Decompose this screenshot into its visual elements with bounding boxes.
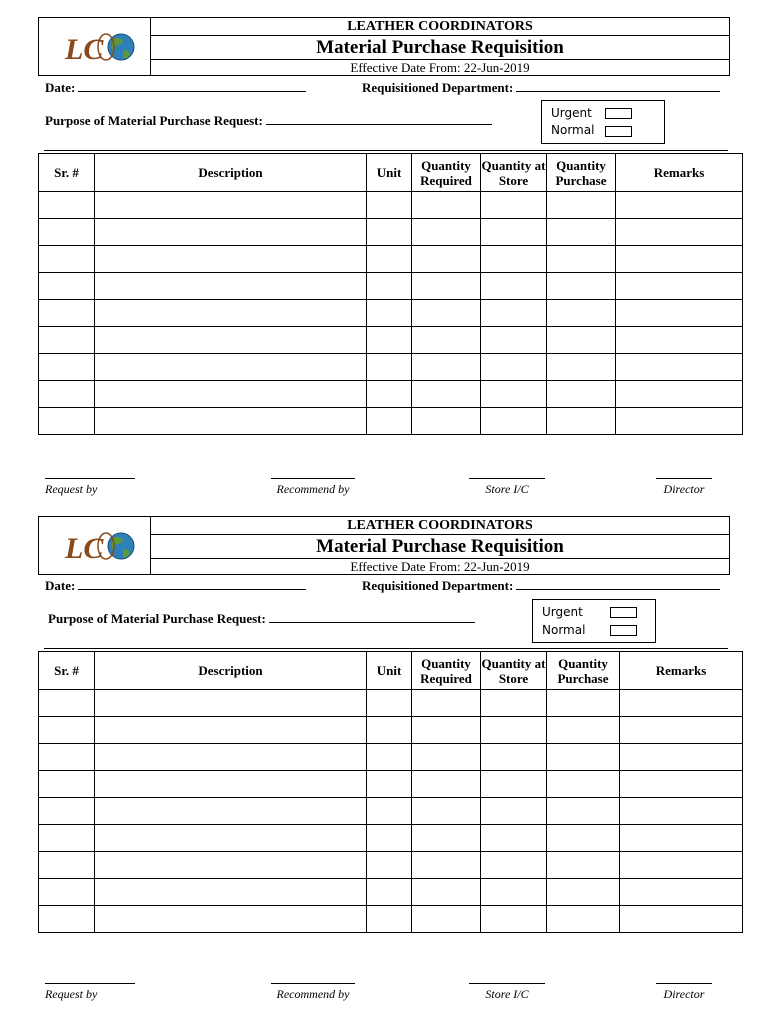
table-cell[interactable] [367, 381, 412, 408]
table-cell[interactable] [620, 906, 743, 933]
table-row [39, 798, 743, 825]
signature-label: Recommend by [276, 482, 350, 496]
table-cell[interactable] [616, 219, 743, 246]
col-description: Description [95, 154, 367, 192]
purpose-field[interactable] [45, 113, 492, 129]
table-cell[interactable] [39, 300, 95, 327]
table-cell[interactable] [367, 273, 412, 300]
table-cell[interactable] [620, 717, 743, 744]
col-unit: Unit [367, 154, 412, 192]
table-header-row [39, 154, 743, 192]
table-cell[interactable] [481, 717, 547, 744]
table-body [39, 192, 743, 435]
table-row [39, 327, 743, 354]
table-cell[interactable] [620, 744, 743, 771]
table-cell[interactable] [481, 852, 547, 879]
table-cell[interactable] [367, 354, 412, 381]
table-row [39, 906, 743, 933]
col-qty-required: Quantity Required [412, 154, 481, 192]
table-cell[interactable] [95, 852, 367, 879]
table-cell[interactable] [367, 717, 412, 744]
table-cell[interactable] [620, 690, 743, 717]
table-cell[interactable] [547, 300, 616, 327]
table-cell[interactable] [412, 744, 481, 771]
table-cell[interactable] [412, 381, 481, 408]
table-cell[interactable] [481, 219, 547, 246]
table-cell[interactable] [547, 246, 616, 273]
table-cell[interactable] [39, 246, 95, 273]
col-qty-purchase: Quantity Purchase [547, 154, 616, 192]
table-cell[interactable] [616, 408, 743, 435]
table-cell[interactable] [547, 717, 620, 744]
table-cell[interactable] [39, 273, 95, 300]
table-cell[interactable] [481, 300, 547, 327]
date-label: Date: [45, 80, 76, 95]
table-cell[interactable] [367, 246, 412, 273]
table-cell[interactable] [616, 381, 743, 408]
table-cell[interactable] [616, 273, 743, 300]
table-cell[interactable] [616, 192, 743, 219]
table-cell[interactable] [367, 327, 412, 354]
table-row [39, 852, 743, 879]
effective-date: Effective Date From: 22-Jun-2019 [350, 559, 530, 574]
table-cell[interactable] [620, 879, 743, 906]
table-cell[interactable] [412, 798, 481, 825]
signature-line[interactable] [469, 983, 545, 984]
table-row [39, 408, 743, 435]
urgent-checkbox[interactable] [605, 108, 632, 119]
signature-label: Director [663, 482, 705, 496]
table-row [39, 717, 743, 744]
table-body [39, 690, 743, 933]
priority-box [541, 100, 665, 144]
table-cell[interactable] [367, 852, 412, 879]
signature-director [656, 478, 712, 497]
table-row [39, 219, 743, 246]
normal-checkbox[interactable] [605, 126, 632, 137]
logo-letters: LC [65, 532, 104, 565]
table-cell[interactable] [481, 192, 547, 219]
requisition-form-2 [0, 499, 768, 999]
table-cell[interactable] [481, 798, 547, 825]
table-cell[interactable] [367, 771, 412, 798]
department-underline[interactable] [516, 81, 720, 92]
table-cell[interactable] [39, 381, 95, 408]
purpose-underline[interactable] [266, 114, 492, 125]
table-header-row [39, 652, 743, 690]
table-cell[interactable] [481, 246, 547, 273]
logo-letters: LC [65, 33, 104, 66]
priority-box [532, 599, 656, 643]
table-cell[interactable] [412, 273, 481, 300]
col-description: Description [95, 652, 367, 690]
table-row [39, 354, 743, 381]
table-cell[interactable] [39, 906, 95, 933]
table-cell[interactable] [95, 219, 367, 246]
divider-line [44, 150, 728, 151]
signature-store-ic [469, 478, 545, 497]
table-cell[interactable] [367, 192, 412, 219]
table-cell[interactable] [481, 825, 547, 852]
signature-store-ic [469, 983, 545, 1002]
signature-label: Request by [45, 987, 98, 1001]
table-cell[interactable] [412, 825, 481, 852]
col-sr: Sr. # [39, 652, 95, 690]
table-cell[interactable] [412, 852, 481, 879]
table-cell[interactable] [95, 408, 367, 435]
table-cell[interactable] [616, 354, 743, 381]
logo-cell [39, 18, 151, 75]
items-table [38, 153, 743, 435]
table-cell[interactable] [95, 717, 367, 744]
logo-cell [39, 517, 151, 574]
date-underline[interactable] [78, 579, 306, 590]
purpose-field[interactable] [48, 611, 475, 627]
table-cell[interactable] [39, 717, 95, 744]
signature-line[interactable] [271, 478, 355, 479]
table-cell[interactable] [95, 906, 367, 933]
table-cell[interactable] [547, 879, 620, 906]
table-cell[interactable] [412, 246, 481, 273]
table-cell[interactable] [412, 219, 481, 246]
table-cell[interactable] [39, 798, 95, 825]
purpose-label: Purpose of Material Purchase Request: [48, 611, 266, 626]
table-cell[interactable] [39, 771, 95, 798]
table-cell[interactable] [39, 327, 95, 354]
form-title: Material Purchase Requisition [151, 36, 729, 60]
table-cell[interactable] [367, 798, 412, 825]
col-remarks: Remarks [616, 154, 743, 192]
table-cell[interactable] [95, 879, 367, 906]
table-cell[interactable] [367, 879, 412, 906]
divider-line [44, 648, 728, 649]
normal-checkbox[interactable] [610, 625, 637, 636]
table-cell[interactable] [620, 771, 743, 798]
date-label: Date: [45, 578, 76, 593]
col-unit: Unit [367, 652, 412, 690]
table-cell[interactable] [95, 825, 367, 852]
department-label: Requisitioned Department: [362, 80, 514, 95]
signature-label: Store I/C [485, 482, 529, 496]
table-cell[interactable] [547, 798, 620, 825]
signature-label: Director [663, 987, 705, 1001]
signature-request-by [45, 983, 135, 1002]
purpose-underline[interactable] [269, 612, 475, 623]
table-row [39, 273, 743, 300]
table-cell[interactable] [412, 408, 481, 435]
table-cell[interactable] [547, 771, 620, 798]
date-underline[interactable] [78, 81, 306, 92]
signature-line[interactable] [271, 983, 355, 984]
table-cell[interactable] [39, 744, 95, 771]
company-name: LEATHER COORDINATORS [151, 18, 729, 36]
department-field[interactable] [362, 578, 720, 594]
normal-label: Normal [542, 623, 586, 637]
table-row [39, 879, 743, 906]
table-cell[interactable] [95, 690, 367, 717]
table-cell[interactable] [367, 300, 412, 327]
table-cell[interactable] [616, 246, 743, 273]
urgent-label: Urgent [551, 106, 592, 120]
table-cell[interactable] [481, 744, 547, 771]
table-cell[interactable] [367, 744, 412, 771]
company-name: LEATHER COORDINATORS [151, 517, 729, 535]
department-underline[interactable] [516, 579, 720, 590]
department-field[interactable] [362, 80, 720, 96]
table-row [39, 825, 743, 852]
table-row [39, 771, 743, 798]
signature-recommend-by [271, 478, 355, 497]
table-cell[interactable] [95, 273, 367, 300]
table-row [39, 690, 743, 717]
table-cell[interactable] [547, 192, 616, 219]
signature-line[interactable] [45, 478, 135, 479]
table-cell[interactable] [620, 825, 743, 852]
signature-label: Request by [45, 482, 98, 496]
table-cell[interactable] [95, 744, 367, 771]
table-cell[interactable] [412, 300, 481, 327]
col-qty-store: Quantity at Store [481, 154, 547, 192]
signature-request-by [45, 478, 135, 497]
table-cell[interactable] [412, 906, 481, 933]
table-cell[interactable] [481, 771, 547, 798]
date-field[interactable] [45, 578, 306, 594]
date-field[interactable] [45, 80, 306, 96]
col-qty-store: Quantity at Store [481, 652, 547, 690]
table-cell[interactable] [547, 273, 616, 300]
table-cell[interactable] [620, 798, 743, 825]
urgent-label: Urgent [542, 605, 583, 619]
table-cell[interactable] [481, 408, 547, 435]
table-cell[interactable] [39, 852, 95, 879]
department-label: Requisitioned Department: [362, 578, 514, 593]
table-cell[interactable] [367, 906, 412, 933]
table-row [39, 300, 743, 327]
signature-label: Store I/C [485, 987, 529, 1001]
table-cell[interactable] [547, 906, 620, 933]
form-header [38, 516, 730, 575]
table-cell[interactable] [95, 771, 367, 798]
table-cell[interactable] [95, 381, 367, 408]
effective-date: Effective Date From: 22-Jun-2019 [350, 60, 530, 75]
table-cell[interactable] [481, 273, 547, 300]
table-cell[interactable] [547, 690, 620, 717]
table-cell[interactable] [481, 879, 547, 906]
table-cell[interactable] [547, 744, 620, 771]
table-cell[interactable] [412, 192, 481, 219]
table-row [39, 744, 743, 771]
col-remarks: Remarks [620, 652, 743, 690]
table-cell[interactable] [547, 327, 616, 354]
table-cell[interactable] [39, 408, 95, 435]
table-cell[interactable] [481, 906, 547, 933]
requisition-form-1 [0, 0, 768, 500]
table-cell[interactable] [95, 192, 367, 219]
company-logo [63, 27, 135, 67]
table-cell[interactable] [547, 825, 620, 852]
table-cell[interactable] [481, 354, 547, 381]
signature-line[interactable] [45, 983, 135, 984]
table-cell[interactable] [95, 246, 367, 273]
table-cell[interactable] [412, 717, 481, 744]
form-title: Material Purchase Requisition [151, 535, 729, 559]
table-cell[interactable] [95, 798, 367, 825]
table-cell[interactable] [547, 408, 616, 435]
table-row [39, 192, 743, 219]
normal-label: Normal [551, 123, 595, 137]
signature-line[interactable] [656, 478, 712, 479]
table-cell[interactable] [412, 354, 481, 381]
table-cell[interactable] [39, 192, 95, 219]
table-cell[interactable] [481, 327, 547, 354]
table-cell[interactable] [95, 300, 367, 327]
table-cell[interactable] [547, 381, 616, 408]
table-cell[interactable] [412, 327, 481, 354]
table-cell[interactable] [39, 354, 95, 381]
table-cell[interactable] [95, 327, 367, 354]
form-header [38, 17, 730, 76]
table-cell[interactable] [367, 408, 412, 435]
table-cell[interactable] [39, 690, 95, 717]
signature-line[interactable] [469, 478, 545, 479]
table-cell[interactable] [547, 219, 616, 246]
table-cell[interactable] [95, 354, 367, 381]
urgent-checkbox[interactable] [610, 607, 637, 618]
table-cell[interactable] [39, 219, 95, 246]
table-cell[interactable] [620, 852, 743, 879]
table-cell[interactable] [39, 825, 95, 852]
table-row [39, 246, 743, 273]
table-cell[interactable] [616, 300, 743, 327]
col-qty-required: Quantity Required [412, 652, 481, 690]
purpose-label: Purpose of Material Purchase Request: [45, 113, 263, 128]
table-cell[interactable] [547, 852, 620, 879]
table-cell[interactable] [412, 771, 481, 798]
signature-recommend-by [271, 983, 355, 1002]
table-cell[interactable] [481, 690, 547, 717]
company-logo [63, 526, 135, 566]
col-qty-purchase: Quantity Purchase [547, 652, 620, 690]
items-table [38, 651, 743, 933]
table-cell[interactable] [616, 327, 743, 354]
signature-director [656, 983, 712, 1002]
table-row [39, 381, 743, 408]
signature-line[interactable] [656, 983, 712, 984]
table-cell[interactable] [39, 879, 95, 906]
table-cell[interactable] [367, 825, 412, 852]
table-cell[interactable] [412, 690, 481, 717]
table-cell[interactable] [547, 354, 616, 381]
table-cell[interactable] [481, 381, 547, 408]
table-cell[interactable] [367, 219, 412, 246]
table-cell[interactable] [367, 690, 412, 717]
signature-label: Recommend by [276, 987, 350, 1001]
col-sr: Sr. # [39, 154, 95, 192]
table-cell[interactable] [412, 879, 481, 906]
